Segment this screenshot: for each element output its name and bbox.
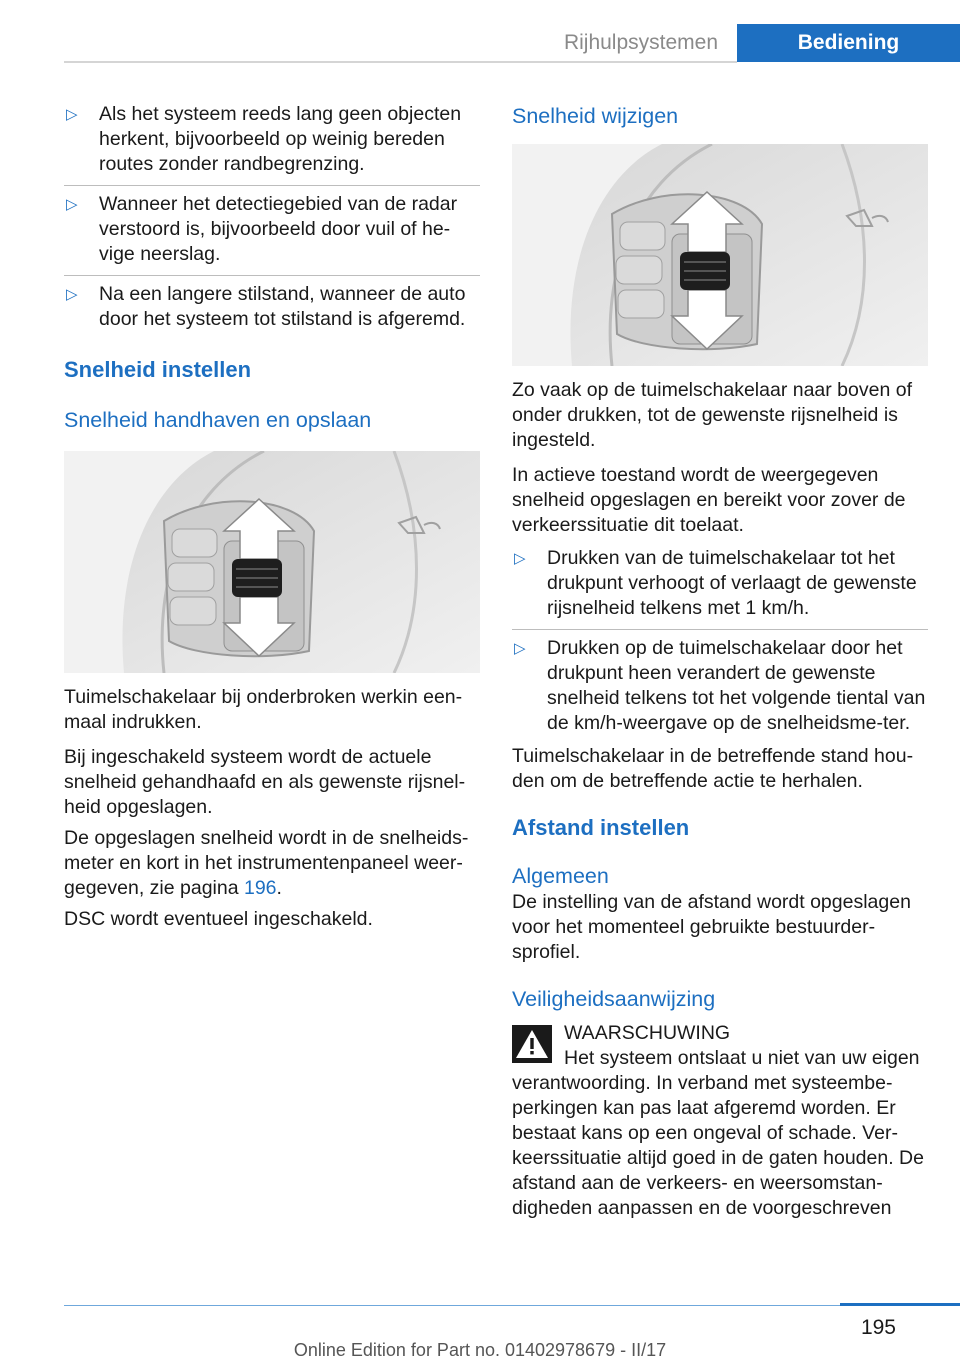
paragraph: Tuimelschakelaar in de betreffende stand hou-den om de betreffende actie te herhalen. bbox=[512, 745, 914, 792]
list-item: ▷ Drukken op de tuimelschakelaar door het drukpunt heen verandert de gewenste snelheid telkens tot het volgende tiental van de km/h-weergave op de snelheidsme-ter. bbox=[512, 629, 928, 744]
footer-edition: Online Edition for Part no. 01402978679 - II/17 bbox=[293, 1340, 667, 1360]
warning-block bbox=[512, 1021, 928, 1046]
heading-afstand-instellen: Afstand instellen bbox=[512, 815, 690, 840]
page-number: 195 bbox=[860, 1316, 896, 1339]
paragraph: Bij ingeschakeld systeem wordt de actuele snelheid gehandhaafd en als gewenste rijsnel-heid opgeslagen. bbox=[64, 746, 466, 818]
left-bullet-list bbox=[64, 96, 480, 340]
heading-snelheid-handhaven: Snelheid handhaven en opslaan bbox=[64, 408, 372, 432]
right-column bbox=[512, 96, 928, 1221]
page-link[interactable]: 196 bbox=[243, 877, 277, 899]
heading-algemeen: Algemeen bbox=[512, 864, 609, 888]
heading-snelheid-wijzigen: Snelheid wijzigen bbox=[512, 104, 679, 128]
header-divider bbox=[64, 61, 737, 63]
page-header bbox=[0, 0, 960, 64]
right-bullet-list bbox=[512, 540, 928, 744]
paragraph-text: . bbox=[276, 877, 282, 899]
paragraph bbox=[64, 826, 480, 901]
footer-divider bbox=[64, 1305, 896, 1306]
paragraph: Zo vaak op de tuimelschakelaar naar boven of onder drukken, tot de gewenste rijsnelheid is ingesteld. bbox=[512, 379, 912, 451]
paragraph: In actieve toestand wordt de weergegeven snelheid opgeslagen en bereikt voor zover de verkeerssituatie dit toelaat. bbox=[512, 464, 906, 536]
heading-veiligheidsaanwijzing: Veiligheidsaanwijzing bbox=[512, 987, 716, 1011]
paragraph: DSC wordt eventueel ingeschakeld. bbox=[64, 908, 373, 930]
steering-wheel-figure bbox=[512, 144, 928, 366]
steering-wheel-figure bbox=[64, 451, 480, 673]
list-item: ▷ Wanneer het detectiegebied van de radar verstoord is, bijvoorbeeld door vuil of he-vige neerslag. bbox=[64, 185, 480, 275]
list-item: ▷ Als het systeem reeds lang geen objecten herkent, bijvoorbeeld op weinig bereden routes zonder randbegrenzing. bbox=[64, 96, 480, 185]
warning-title: WAARSCHUWING bbox=[564, 1022, 731, 1044]
header-active-tab[interactable]: Bediening bbox=[737, 24, 960, 62]
paragraph-text: De opgeslagen snelheid wordt in de snelheids-meter en kort in het instrumentenpaneel weer-gegeven, zie pagina bbox=[64, 827, 469, 899]
header-section-label[interactable]: Rijhulpsystemen bbox=[563, 31, 719, 54]
left-column bbox=[64, 96, 480, 932]
list-item: ▷ Na een langere stilstand, wanneer de auto door het systeem tot stilstand is afgeremd. bbox=[64, 275, 480, 340]
warning-text: Het systeem ontslaat u niet van uw eigen verantwoording. In verband met systeembe-perkingen kan pas laat afgeremd worden. Er bestaat kans op een ongeval of schade. Ver-keerssituatie altijd goed in de gaten houden. De afstand aan de verkeers- en weersomstan-digheden aanpassen en de voorgeschreven bbox=[512, 1047, 924, 1219]
paragraph: De instelling van de afstand wordt opgeslagen voor het momenteel gebruikte bestuurder-sprofiel. bbox=[512, 891, 911, 963]
heading-snelheid-instellen: Snelheid instellen bbox=[64, 357, 252, 382]
paragraph: Tuimelschakelaar bij onderbroken werkin een-maal indrukken. bbox=[64, 686, 463, 733]
footer-accent-bar bbox=[840, 1303, 960, 1306]
list-item: ▷ Drukken van de tuimelschakelaar tot het drukpunt verhoogt of verlaagt de gewenste rijsnelheid telkens met 1 km/h. bbox=[512, 540, 928, 629]
warning-triangle-icon bbox=[512, 1025, 552, 1063]
